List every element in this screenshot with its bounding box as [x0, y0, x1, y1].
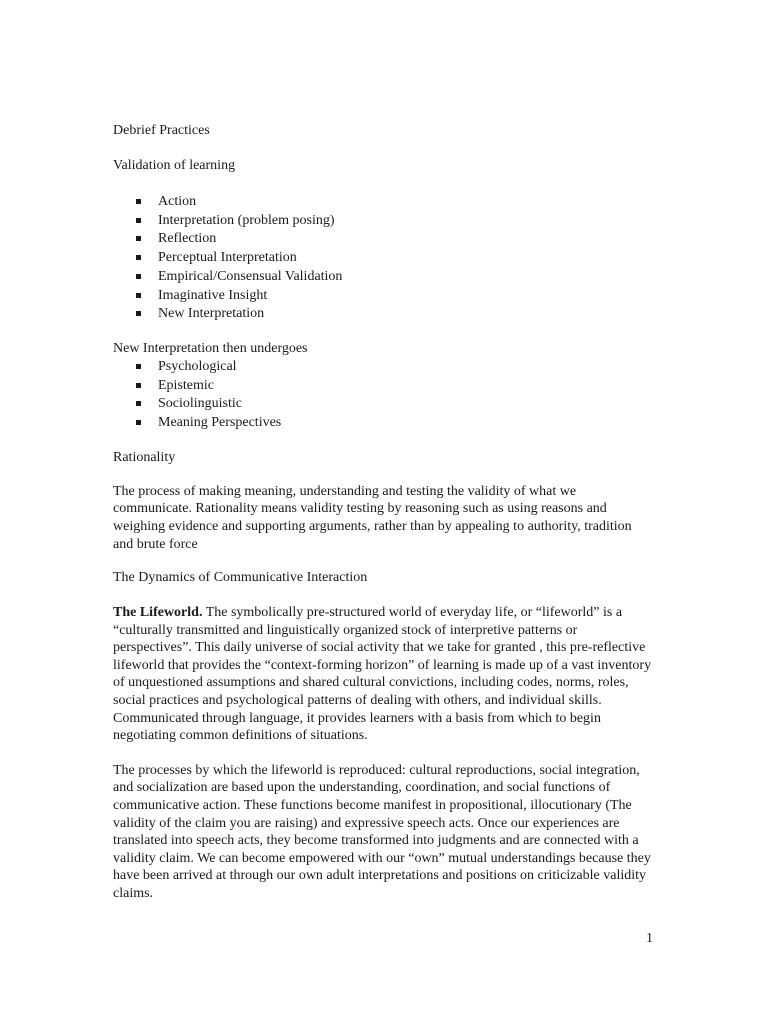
undergoes-list [113, 358, 653, 433]
list-item: Reflection [113, 230, 653, 249]
rationality-heading: Rationality [113, 449, 176, 465]
undergoes-heading: New Interpretation then undergoes [113, 340, 308, 356]
list-item: Empirical/Consensual Validation [113, 268, 653, 287]
list-item: New Interpretation [113, 305, 653, 324]
rationality-paragraph: The process of making meaning, understanding and testing the validity of what we communicate. Rationality means validity testing by reasoning such as using reasons and weighing evidence and supporting arguments, rather than by appealing to authority, tradition and brute force [113, 483, 632, 552]
list-item: Action [113, 193, 653, 212]
bullet-icon [136, 293, 141, 298]
lifeworld-term: The Lifeworld. [113, 605, 203, 621]
list-item: Meaning Perspectives [113, 414, 653, 433]
dynamics-heading: The Dynamics of Communicative Interaction [113, 570, 368, 586]
bullet-icon [136, 383, 141, 388]
list-item: Interpretation (problem posing) [113, 212, 653, 231]
bullet-icon [136, 199, 141, 204]
bullet-icon [136, 218, 141, 223]
bullet-icon [136, 401, 141, 406]
validation-heading: Validation of learning [113, 158, 236, 173]
list-item: Sociolinguistic [113, 395, 653, 414]
lifeworld-paragraph [113, 604, 653, 745]
list-item: Epistemic [113, 377, 653, 396]
page-number: 1 [646, 931, 653, 946]
bullet-icon [136, 255, 141, 260]
list-item: Perceptual Interpretation [113, 249, 653, 268]
list-item: Imaginative Insight [113, 287, 653, 306]
processes-paragraph: The processes by which the lifeworld is reproduced: cultural reproductions, social integration, and socialization are based upon the understanding, coordination, and social functions of communicative action. These functions become manifest in propositional, illocutionary (The validity of the claim you are raising) and expressive speech acts. Once our experiences are translated into speech acts, they become transformed into judgments and are connected with a validity claim. We can become empowered with our “own” mutual understandings because they have been arrived at through our own adult interpretations and positions on criticizable validity claims. [113, 762, 651, 902]
lifeworld-text: The symbolically pre-structured world of everyday life, or “lifeworld” is a “culturally transmitted and linguistically organized stock of interpretive patterns or perspectives”. This daily universe of social activity that we take for granted , this pre-reflective lifeworld that provides the “context-forming horizon” of learning is made up of a vast inventory of unquestioned assumptions and shared cultural convictions, including codes, norms, roles, social practices and psychological patterns of dealing with others, and individual skills. Communicated through language, it provides learners with a basis from which to begin negotiating common definitions of situations. [113, 605, 652, 744]
bullet-icon [136, 274, 141, 279]
bullet-icon [136, 364, 141, 369]
bullet-icon [136, 420, 141, 425]
bullet-icon [136, 236, 141, 241]
list-item: Psychological [113, 358, 653, 377]
bullet-icon [136, 311, 141, 316]
document-body [113, 122, 653, 903]
validation-list [113, 193, 653, 324]
document-title: Debrief Practices [113, 123, 210, 138]
